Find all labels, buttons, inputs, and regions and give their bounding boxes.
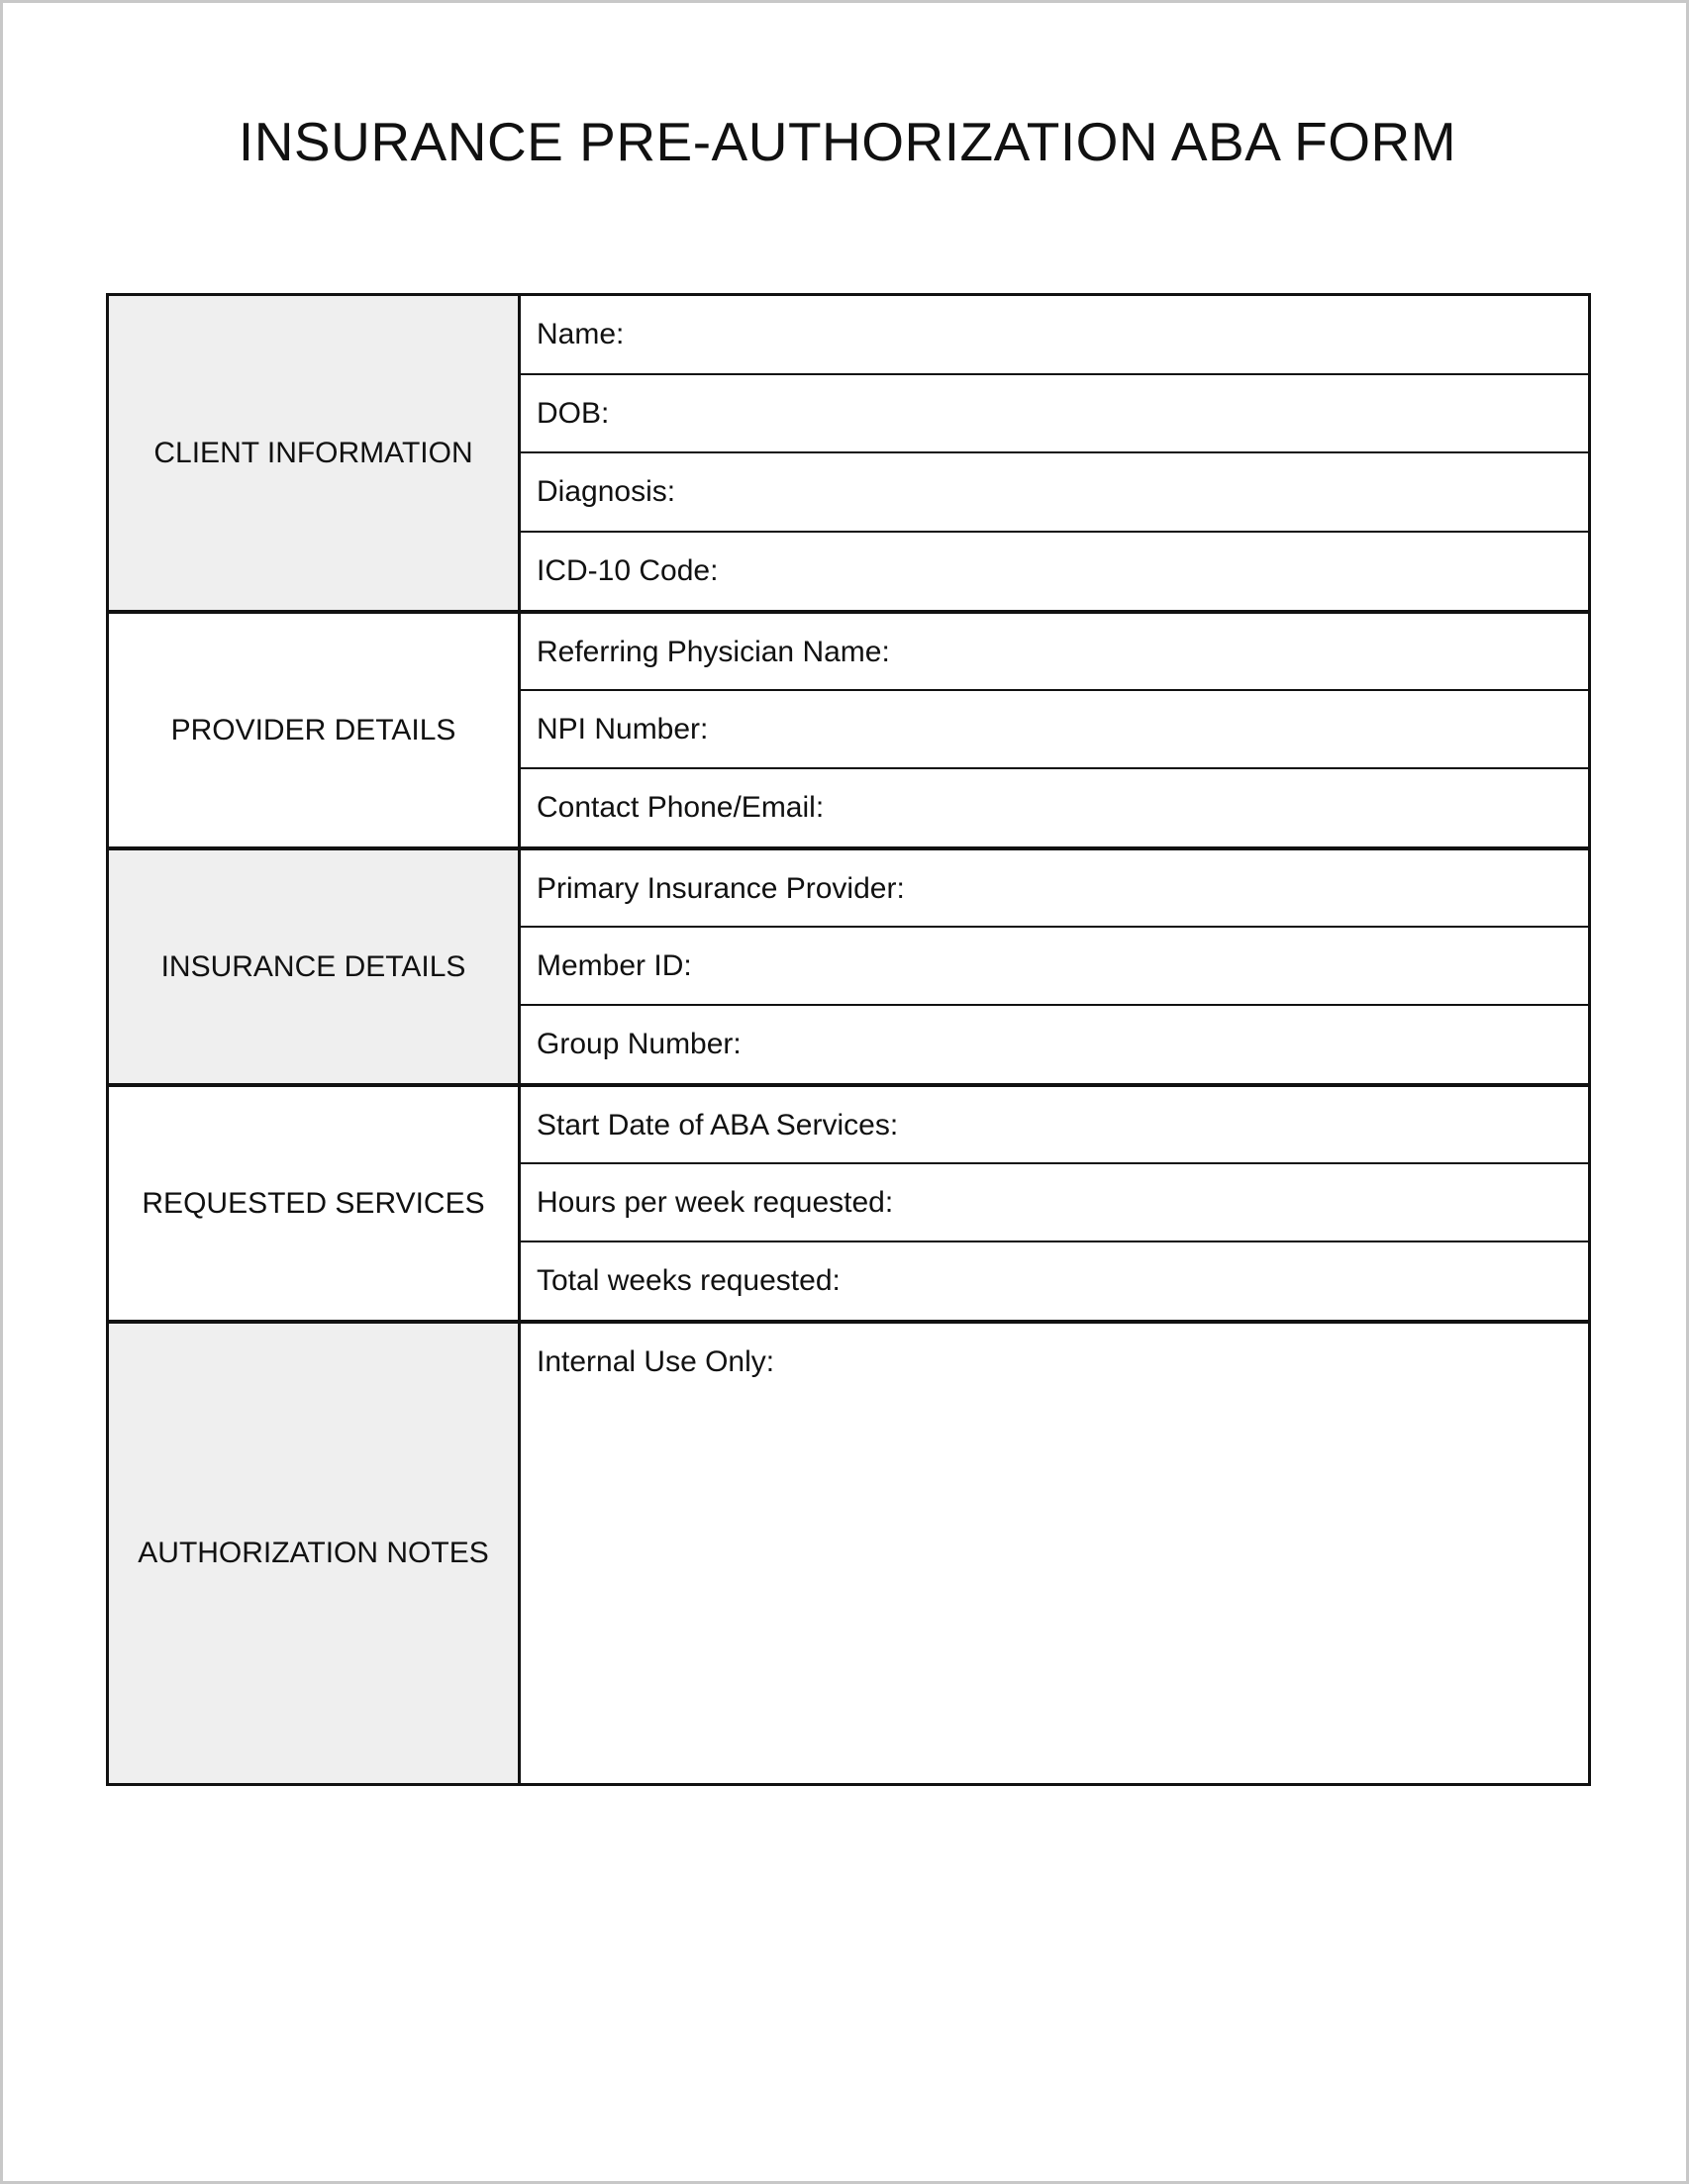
form-table bbox=[106, 293, 1591, 1786]
section-requested-services bbox=[109, 1087, 1588, 1324]
field-primary-insurance-provider[interactable]: Primary Insurance Provider: bbox=[521, 850, 1588, 928]
section-label-provider-details: PROVIDER DETAILS bbox=[109, 614, 521, 846]
section-client-information bbox=[109, 296, 1588, 614]
field-hours-per-week-requested[interactable]: Hours per week requested: bbox=[521, 1164, 1588, 1241]
field-icd10-code[interactable]: ICD-10 Code: bbox=[537, 554, 719, 587]
field-referring-physician-name[interactable]: Referring Physician Name: bbox=[521, 614, 1588, 691]
section-fields-client-information bbox=[521, 296, 1588, 610]
field-total-weeks-requested[interactable]: Total weeks requested: bbox=[537, 1263, 841, 1297]
field-start-date-aba-services[interactable]: Start Date of ABA Services: bbox=[521, 1087, 1588, 1164]
field-group-number[interactable]: Group Number: bbox=[537, 1027, 742, 1060]
section-authorization-notes bbox=[109, 1324, 1588, 1783]
section-label-insurance-details: INSURANCE DETAILS bbox=[109, 850, 521, 1083]
section-insurance-details bbox=[109, 850, 1588, 1087]
field-npi-number[interactable]: NPI Number: bbox=[521, 691, 1588, 768]
page-title: INSURANCE PRE-AUTHORIZATION ABA FORM bbox=[238, 111, 1457, 172]
section-fields-requested-services bbox=[521, 1087, 1588, 1320]
section-label-client-information: CLIENT INFORMATION bbox=[109, 296, 521, 610]
section-fields-insurance-details bbox=[521, 850, 1588, 1083]
field-contact-phone-email[interactable]: Contact Phone/Email: bbox=[537, 790, 825, 824]
field-dob[interactable]: DOB: bbox=[521, 375, 1588, 453]
section-fields-provider-details bbox=[521, 614, 1588, 846]
field-member-id[interactable]: Member ID: bbox=[521, 928, 1588, 1005]
field-name[interactable]: Name: bbox=[521, 296, 1588, 375]
section-label-requested-services: REQUESTED SERVICES bbox=[109, 1087, 521, 1320]
section-fields-authorization-notes bbox=[521, 1324, 1588, 1783]
field-internal-use-only[interactable]: Internal Use Only: bbox=[537, 1345, 775, 1378]
section-provider-details bbox=[109, 614, 1588, 850]
section-label-authorization-notes: AUTHORIZATION NOTES bbox=[109, 1324, 521, 1783]
field-diagnosis[interactable]: Diagnosis: bbox=[521, 453, 1588, 533]
